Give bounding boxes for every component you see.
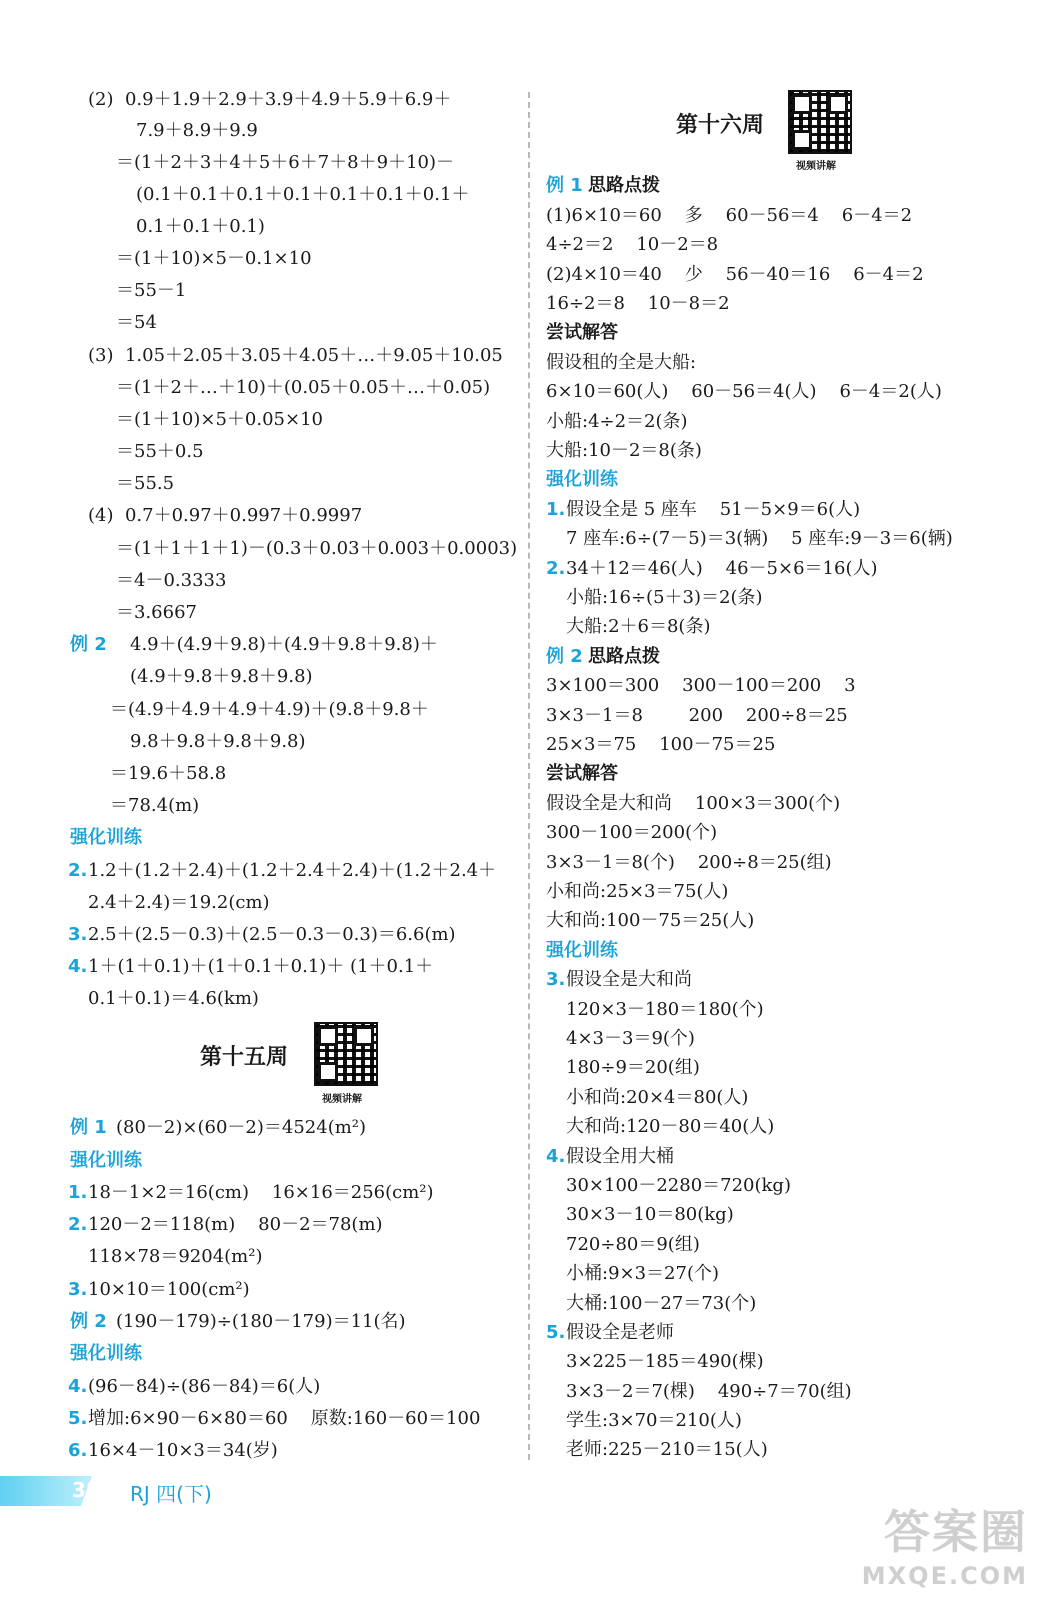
think-heading: 思路点拨	[588, 646, 660, 667]
line: ＝55－1	[116, 280, 187, 301]
item-number: 5.	[68, 1408, 88, 1429]
line: 1.2＋(1.2＋2.4)＋(1.2＋2.4＋2.4)＋(1.2＋2.4＋	[88, 860, 497, 881]
line: 18－1×2＝16(cm) 16×16＝256(cm²)	[88, 1182, 434, 1203]
line: 10×10＝100(cm²)	[88, 1279, 250, 1300]
line: 4÷2＝2 10－2＝8	[546, 234, 719, 255]
line: 3×3－1＝8 200 200÷8＝25	[546, 705, 848, 726]
try-heading: 尝试解答	[546, 763, 618, 784]
line: 小和尚:25×3＝75(人)	[546, 881, 729, 902]
training-heading: 强化训练	[546, 469, 618, 490]
training-heading: 强化训练	[70, 827, 142, 848]
item-number: 2.	[546, 558, 566, 579]
book-label: RJ 四(下)	[130, 1482, 212, 1506]
line: 720÷80＝9(组)	[566, 1234, 700, 1255]
line: 180÷9＝20(组)	[566, 1057, 700, 1078]
item-number: 3.	[546, 969, 566, 990]
line: 3×3－2＝7(棵) 490÷7＝70(组)	[566, 1381, 852, 1402]
line: 120－2＝118(m) 80－2＝78(m)	[88, 1214, 383, 1235]
line: 大船:2＋6＝8(条)	[566, 616, 711, 637]
item-number: 4.	[546, 1146, 566, 1167]
line: ＝78.4(m)	[110, 795, 200, 816]
training-heading: 强化训练	[70, 1343, 142, 1364]
line: 30×100－2280＝720(kg)	[566, 1175, 791, 1196]
line: 118×78＝9204(m²)	[88, 1246, 263, 1267]
line: 3×3－1＝8(个) 200÷8＝25(组)	[546, 852, 832, 873]
line: (80－2)×(60－2)＝4524(m²)	[116, 1117, 367, 1138]
line: 大和尚:120－80＝40(人)	[566, 1116, 775, 1137]
example-2-label: 例 2	[546, 646, 583, 667]
item-number: 5.	[546, 1322, 566, 1343]
line: ＝54	[116, 312, 157, 333]
line: 2.5＋(2.5－0.3)＋(2.5－0.3－0.3)＝6.6(m)	[88, 924, 456, 945]
line: ＝(4.9＋4.9＋4.9＋4.9)＋(9.8＋9.8＋	[110, 699, 429, 720]
line: 小桶:9×3＝27(个)	[566, 1263, 719, 1284]
line: (2) 0.9＋1.9＋2.9＋3.9＋4.9＋5.9＋6.9＋	[88, 89, 452, 110]
line: 0.1＋0.1＋0.1)	[136, 216, 265, 237]
page-number: 38	[72, 1478, 100, 1502]
line: ＝19.6＋58.8	[110, 763, 227, 784]
line: (96－84)÷(86－84)＝6(人)	[88, 1376, 321, 1397]
week-16-title: 第十六周	[676, 113, 765, 138]
item-number: 6.	[68, 1440, 88, 1461]
item-number: 3.	[68, 924, 88, 945]
line: ＝4－0.3333	[116, 570, 227, 591]
item-number: 3.	[68, 1279, 88, 1300]
item-number: 1.	[68, 1182, 88, 1203]
line: 16÷2＝8 10－8＝2	[546, 293, 730, 314]
line: (1)6×10＝60 多 60－56＝4 6－4＝2	[546, 205, 913, 226]
line: 大桶:100－27＝73(个)	[566, 1293, 757, 1314]
line: 0.1＋0.1)＝4.6(km)	[88, 988, 259, 1009]
qr-code-icon[interactable]	[314, 1022, 378, 1086]
line: 假设全是大和尚	[566, 969, 692, 990]
line: 3×225－185＝490(棵)	[566, 1351, 764, 1372]
line: ＝(1＋1＋1＋1)－(0.3＋0.03＋0.003＋0.0003)	[116, 538, 518, 559]
line: 老师:225－210＝15(人)	[566, 1439, 768, 1460]
line: 假设全是大和尚 100×3＝300(个)	[546, 793, 841, 814]
line: 增加:6×90－6×80＝60 原数:160－60＝100	[88, 1408, 481, 1429]
item-number: 1.	[546, 499, 566, 520]
line: 学生:3×70＝210(人)	[566, 1410, 742, 1431]
line: ＝(1＋2＋…＋10)＋(0.05＋0.05＋…＋0.05)	[116, 377, 491, 398]
line: 120×3－180＝180(个)	[566, 999, 764, 1020]
line: ＝(1＋10)×5－0.1×10	[116, 248, 312, 269]
line: 4×3－3＝9(个)	[566, 1028, 695, 1049]
week-15-title: 第十五周	[200, 1045, 289, 1070]
line: 大和尚:100－75＝25(人)	[546, 910, 755, 931]
line: 假设全用大桶	[566, 1146, 674, 1167]
line: (4) 0.7＋0.97＋0.997＋0.9997	[88, 505, 363, 526]
qr-caption: 视频讲解	[796, 161, 836, 172]
qr-code-icon[interactable]	[788, 90, 852, 154]
line: 7 座车:6÷(7－5)＝3(辆) 5 座车:9－3＝6(辆)	[566, 528, 953, 549]
example-1-label: 例 1	[546, 175, 583, 196]
line: 4.9＋(4.9＋9.8)＋(4.9＋9.8＋9.8)＋	[130, 634, 438, 655]
example-2-label: 例 2	[70, 634, 107, 655]
line: 假设租的全是大船:	[546, 352, 697, 373]
line: ＝55.5	[116, 473, 175, 494]
line: 7.9＋8.9＋9.9	[136, 120, 258, 141]
line: (0.1＋0.1＋0.1＋0.1＋0.1＋0.1＋0.1＋	[136, 184, 470, 205]
line: ＝(1＋2＋3＋4＋5＋6＋7＋8＋9＋10)－	[116, 152, 455, 173]
line: (2)4×10＝40 少 56－40＝16 6－4＝2	[546, 264, 924, 285]
watermark-url: MXQE.COM	[861, 1562, 1028, 1590]
think-heading: 思路点拨	[588, 175, 660, 196]
line: (190－179)÷(180－179)＝11(名)	[116, 1311, 406, 1332]
line: ＝55＋0.5	[116, 441, 204, 462]
item-number: 2.	[68, 860, 88, 881]
try-heading: 尝试解答	[546, 322, 618, 343]
item-number: 4.	[68, 956, 88, 977]
example-1-label: 例 1	[70, 1117, 107, 1138]
line: 6×10＝60(人) 60－56＝4(人) 6－4＝2(人)	[546, 381, 942, 402]
item-number: 4.	[68, 1376, 88, 1397]
line: 30×3－10＝80(kg)	[566, 1204, 734, 1225]
line: ＝(1＋10)×5＋0.05×10	[116, 409, 323, 430]
line: 假设全是老师	[566, 1322, 674, 1343]
line: 大船:10－2＝8(条)	[546, 440, 702, 461]
watermark-text: 答案圈	[884, 1505, 1028, 1559]
line: 小船:16÷(5＋3)＝2(条)	[566, 587, 763, 608]
line: 2.4＋2.4)＝19.2(cm)	[88, 892, 270, 913]
watermark-logo	[862, 1496, 1028, 1590]
column-divider	[528, 92, 530, 1460]
line: 小和尚:20×4＝80(人)	[566, 1087, 749, 1108]
line: 300－100＝200(个)	[546, 822, 718, 843]
line: 16×4－10×3＝34(岁)	[88, 1440, 278, 1461]
line: 假设全是 5 座车 51－5×9＝6(人)	[566, 499, 861, 520]
line: (4.9＋9.8＋9.8＋9.8)	[130, 666, 313, 687]
line: (3) 1.05＋2.05＋3.05＋4.05＋…＋9.05＋10.05	[88, 345, 503, 366]
training-heading: 强化训练	[70, 1150, 142, 1171]
qr-caption: 视频讲解	[322, 1094, 362, 1105]
line: ＝3.6667	[116, 602, 197, 623]
item-number: 2.	[68, 1214, 88, 1235]
training-heading: 强化训练	[546, 940, 618, 961]
line: 9.8＋9.8＋9.8＋9.8)	[130, 731, 306, 752]
line: 25×3＝75 100－75＝25	[546, 734, 776, 755]
line: 小船:4÷2＝2(条)	[546, 411, 688, 432]
line: 1＋(1＋0.1)＋(1＋0.1＋0.1)＋ (1＋0.1＋	[88, 956, 434, 977]
line: 3×100＝300 300－100＝200 3	[546, 675, 856, 696]
example-2-label: 例 2	[70, 1311, 107, 1332]
line: 34＋12＝46(人) 46－5×6＝16(人)	[566, 558, 878, 579]
